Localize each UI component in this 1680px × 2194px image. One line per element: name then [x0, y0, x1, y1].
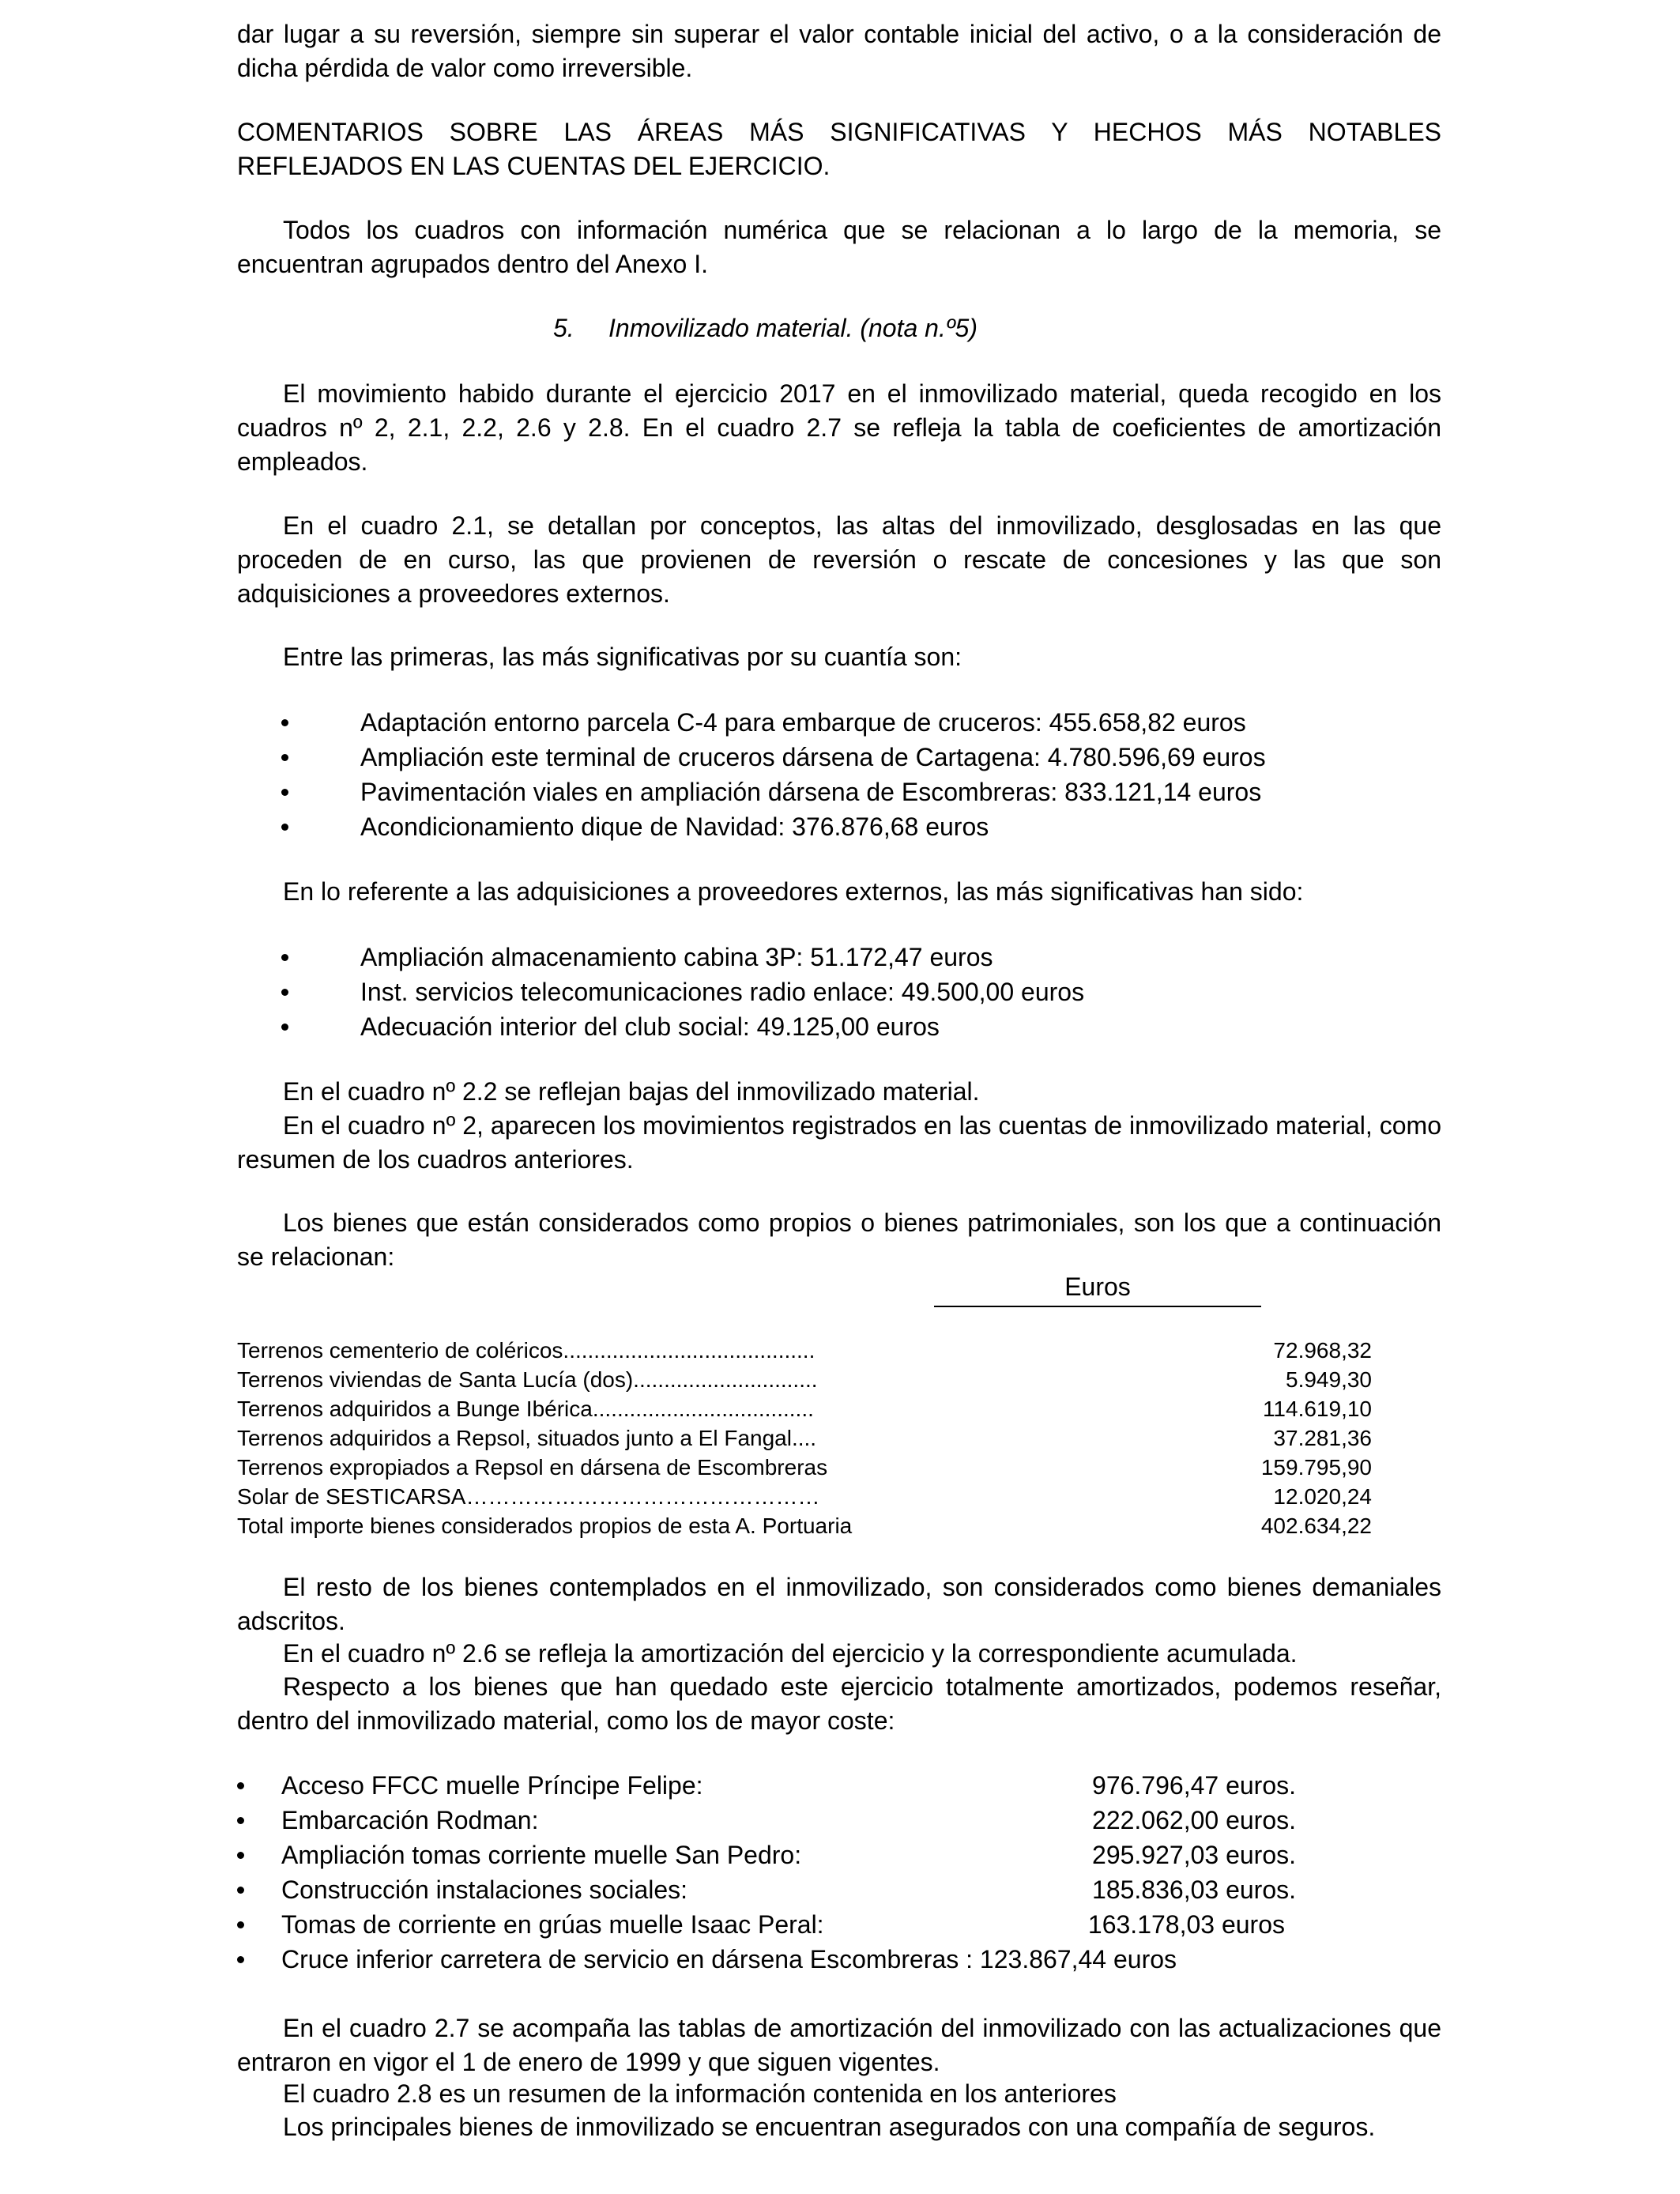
document-page: dar lugar a su reversión, siempre sin superar el valor contable inicial del activo, o a la consideración de dicha pérdida de valor como irreversible. COMENTARIOS SOBRE LAS ÁREAS MÁS SIGNIFICATIVAS Y HECHOS MÁS NOTABLES REFLEJADOS EN LAS CUENTAS DEL EJERCICIO. Todos los cuadros con información numérica que se relacionan a lo largo de la memoria, se encuentran agrupados dentro del Anexo I. 5. Inmovilizado material. (nota n.º5) El movimiento habido durante el ejercicio 2017 en el inmovilizado material, queda recogido en los cuadros nº 2, 2.1, 2.2, 2.6 y 2.8. En el cuadro 2.7 se refleja la tabla de coeficientes de amortización empleados. En el cuadro 2.1, se detallan por conceptos, las altas del inmovilizado, desglosadas en las que proceden de en curso, las que provienen de reversión o rescate de concesiones y las que son adquisiciones a proveedores externos. Entre las primeras, las más significativas por su cuantía son: Adaptación entorno parcela C-4 para embarque de cruceros: 455.658,82 euros Ampliación este terminal de cruceros dársena de Cartagena: 4.780.596,69 euros Pavimentación viales en ampliación dársena de Escombreras: 833.121,14 euros Acondicionamiento dique de Navidad: 376.876,68 euros En lo referente a las adquisiciones a proveedores externos, las más significativas han sido: Ampliación almacenamiento cabina 3P: 51.172,47 euros Inst. servicios telecomunicaciones radio enlace: 49.500,00 euros Adecuación interior del club social: 49.125,00 euros En el cuadro nº 2.2 se reflejan bajas del inmovilizado material. En el cuadro nº 2, aparecen los movimientos registrados en las cuentas de inmovilizado material, como resumen de los cuadros anteriores. Los bienes que están considerados como propios o bienes patrimoniales, son los que a continuación se relacionan: Euros Terrenos cementerio de coléricos......................................... 72.968,32 Terrenos viviendas de Santa Lucía (dos).............................. 5.949,30 Terrenos adquiridos a Bunge Ibérica.................................... 114.619,10 Terrenos adquiridos a Repsol, situados junto a El Fangal.... 37.281,36 Terrenos expropiados a Repsol en dársena de Escombreras 159.795,90 Solar de SESTICARSA………………………………………… 12.020,24 Total importe bienes considerados propios de esta A. Portuaria 402.634,22 El resto de los bienes contemplados en el inmovilizado, son considerados como bienes demaniales adscritos. En el cuadro nº 2.6 se refleja la amortización del ejercicio y la correspondiente acumulada. Respecto a los bienes que han quedado este ejercicio totalmente amortizados, podemos reseñar, dentro del inmovilizado material, como los de mayor coste: Acceso FFCC muelle Príncipe Felipe: 976.796,47 euros. Embarcación Rodman: 222.062,00 euros. Ampliación tomas corriente muelle San Pedro: 295.927,03 euros. Construcción instalaciones sociales: 185.836,03 euros. Tomas de corriente en grúas muelle Isaac Peral: 163.178,03 euros Cruce inferior carretera de servicio en dársena Escombreras : 123.867,44 euros En el cuadro 2.7 se acompaña las tablas de amortización del inmovilizado con las actualizaciones que entraron en vigor el 1 de enero de 1999 y que siguen vigentes. El cuadro 2.8 es un resumen de la información contenida en los anteriores Los principales bienes de inmovilizado se encuentran asegurados con una compañía de seguros. — [0, 0, 1680, 2194]
section-title-text: Inmovilizado material. (nota n.º5) — [608, 314, 977, 342]
paragraph-cuadro-2: En el cuadro nº 2, aparecen los movimientos registrados en las cuentas de inmovilizado material, como resumen de los cuadros anteriores. — [237, 1111, 1441, 1174]
paragraph-seguros: Los principales bienes de inmovilizado se encuentran asegurados con una compañía de seguros. — [283, 2113, 1376, 2141]
paragraph-bajas: En el cuadro nº 2.2 se reflejan bajas del inmovilizado material. — [283, 1077, 980, 1106]
table-row: Terrenos cementerio de coléricos......................................... 72.968,32 — [237, 1338, 1372, 1363]
paragraph-cuadro-2-1: En el cuadro 2.1, se detallan por conceptos, las altas del inmovilizado, desglosadas en las que proceden de en curso, las que provienen de reversión o rescate de concesiones y las que son adquisiciones a proveedores externos. — [237, 511, 1441, 608]
bullet-icon — [281, 989, 288, 996]
table-row: Terrenos expropiados a Repsol en dársena de Escombreras 159.795,90 — [237, 1455, 1372, 1480]
paragraph-amortizacion: En el cuadro nº 2.6 se refleja la amortización del ejercicio y la correspondiente acumulada. — [283, 1639, 1298, 1668]
bullet-icon — [281, 719, 288, 726]
column-header-rule — [934, 1306, 1261, 1307]
column-header-euros: Euros — [1064, 1272, 1131, 1301]
paragraph-movimiento: El movimiento habido durante el ejercicio 2017 en el inmovilizado material, queda recogido en los cuadros nº 2, 2.1, 2.2, 2.6 y 2.8. En el cuadro 2.7 se refleja la tabla de coeficientes de amortización empleados. — [237, 379, 1441, 476]
paragraph-amortizados: Respecto a los bienes que han quedado este ejercicio totalmente amortizados, podemos reseñar, dentro del inmovilizado material, como los de mayor coste: — [237, 1672, 1441, 1735]
paragraph-cuadros: Todos los cuadros con información numérica que se relacionan a lo largo de la memoria, se encuentran agrupados dentro del Anexo I. — [237, 216, 1441, 278]
section-title — [553, 311, 977, 345]
table-row-total: Total importe bienes considerados propios de esta A. Portuaria 402.634,22 — [237, 1514, 1372, 1538]
section-heading-comentarios: COMENTARIOS SOBRE LAS ÁREAS MÁS SIGNIFICATIVAS Y HECHOS MÁS NOTABLES REFLEJADOS EN LAS CUENTAS DEL EJERCICIO. — [237, 118, 1441, 180]
paragraph-cuadro-2-8: El cuadro 2.8 es un resumen de la información contenida en los anteriores — [283, 2079, 1117, 2108]
table-row: Solar de SESTICARSA………………………………………… 12.020,24 — [237, 1484, 1372, 1509]
paragraph-proveedores: En lo referente a las adquisiciones a proveedores externos, las más significativas han sido: — [283, 877, 1304, 906]
bullet-icon — [281, 754, 288, 761]
bullet-icon — [281, 824, 288, 831]
table-row: Terrenos adquiridos a Repsol, situados junto a El Fangal.... 37.281,36 — [237, 1426, 1372, 1450]
bienes-propios-table — [237, 1336, 1372, 1540]
bullet-icon — [281, 1023, 288, 1031]
paragraph-demaniales: El resto de los bienes contemplados en el inmovilizado, son considerados como bienes demaniales adscritos. — [237, 1573, 1441, 1635]
paragraph-bienes-propios: Los bienes que están considerados como propios o bienes patrimoniales, son los que a continuación se relacionan: — [237, 1208, 1441, 1271]
bullet-icon — [237, 1956, 244, 1963]
paragraph-primeras: Entre las primeras, las más significativas por su cuantía son: — [283, 643, 962, 671]
paragraph-cuadro-2-7: En el cuadro 2.7 se acompaña las tablas de amortización del inmovilizado con las actualizaciones que entraron en vigor el 1 de enero de 1999 y que siguen vigentes. — [237, 2014, 1441, 2076]
bullet-icon — [281, 954, 288, 961]
table-row: Terrenos viviendas de Santa Lucía (dos).............................. 5.949,30 — [237, 1367, 1372, 1392]
paragraph-reversion: dar lugar a su reversión, siempre sin superar el valor contable inicial del activo, o a la consideración de dicha pérdida de valor como irreversible. — [237, 20, 1441, 82]
bullet-icon — [281, 789, 288, 796]
section-number: 5. — [553, 314, 574, 342]
table-row: Terrenos adquiridos a Bunge Ibérica.................................... 114.619,10 — [237, 1397, 1372, 1421]
